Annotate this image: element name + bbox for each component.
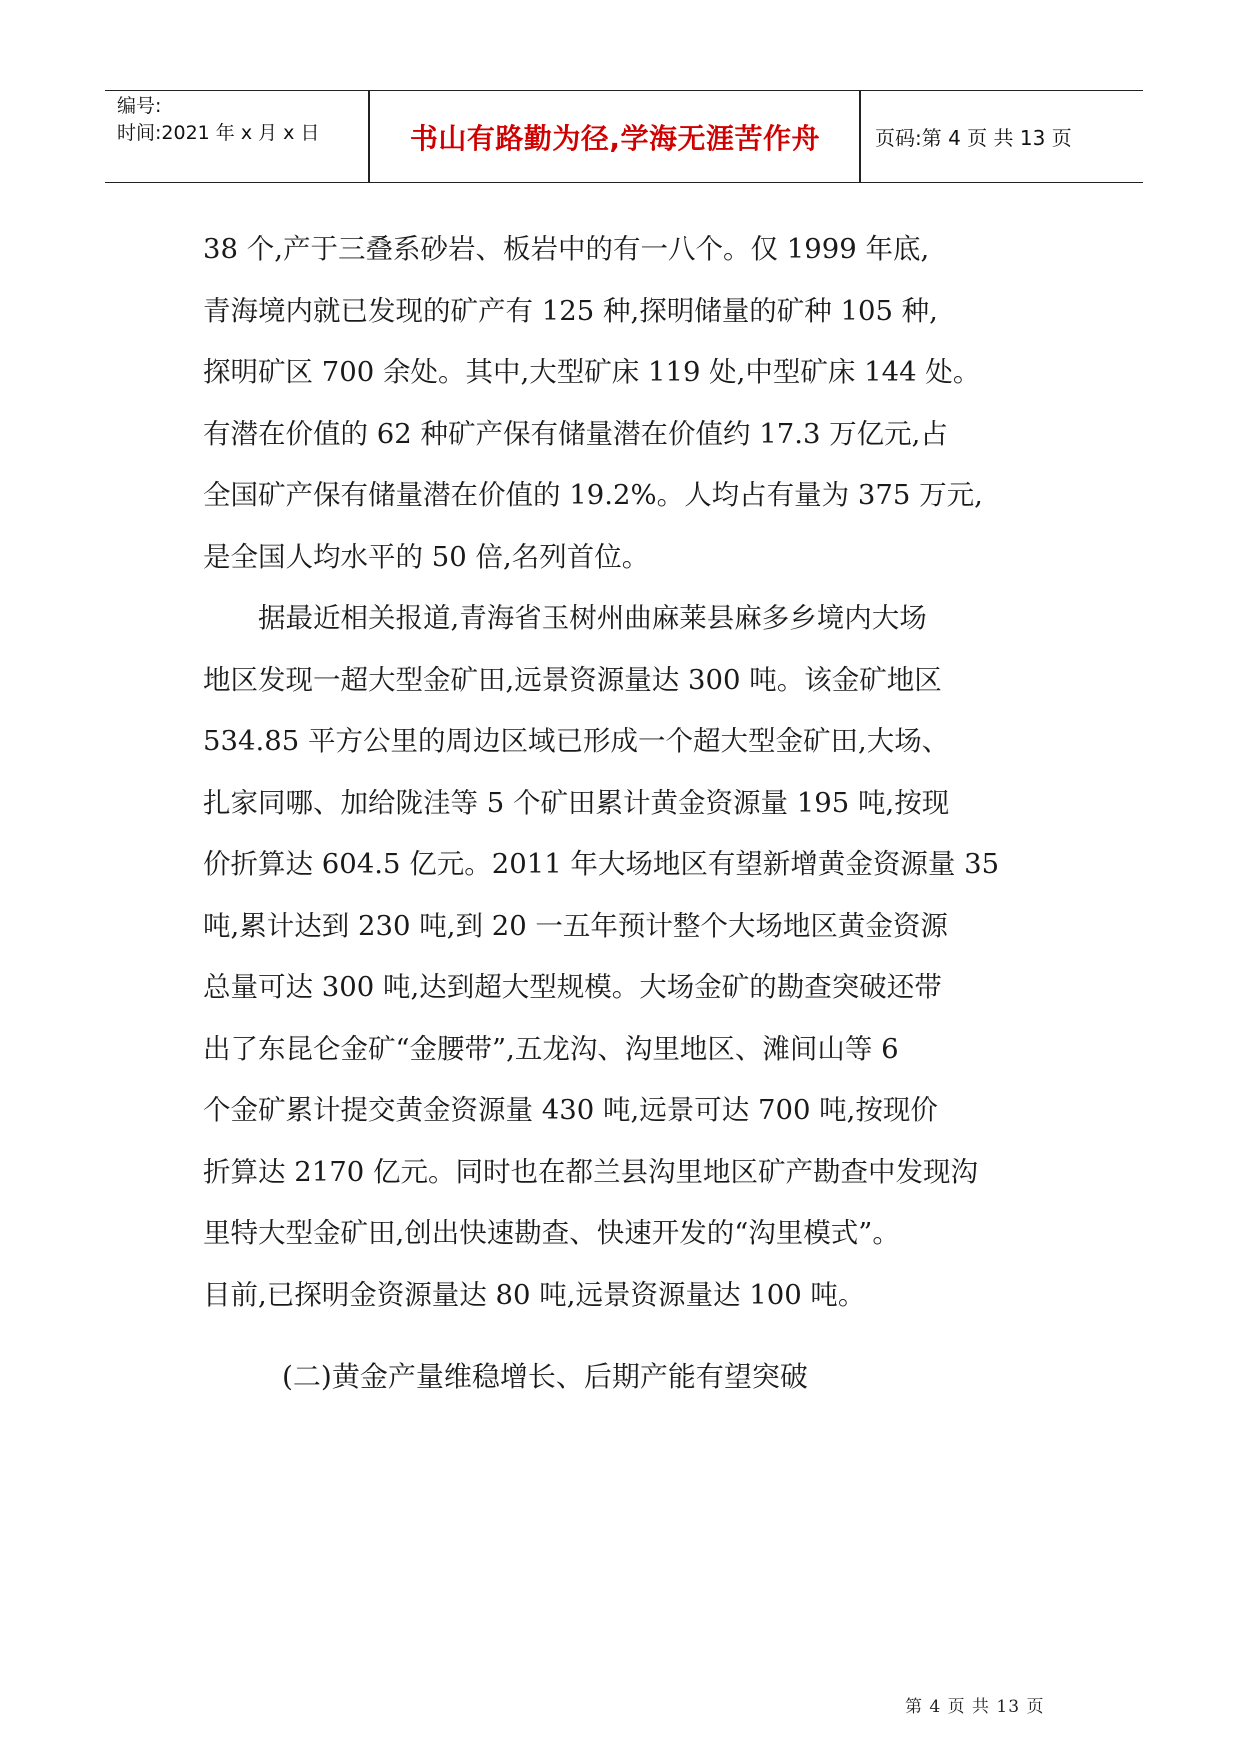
- paragraph-2: [203, 588, 1083, 1326]
- paragraph-line: 有潜在价值的 62 种矿产保有储量潜在价值约 17.3 万亿元,占: [203, 417, 948, 450]
- paragraph-line: 出了东昆仑金矿“金腰带”,五龙沟、沟里地区、滩间山等 6: [203, 1032, 899, 1065]
- paragraph-line: 地区发现一超大型金矿田,远景资源量达 300 吨。该金矿地区: [203, 663, 942, 696]
- paragraph-line: 目前,已探明金资源量达 80 吨,远景资源量达 100 吨。: [203, 1278, 866, 1311]
- paragraph-line: 青海境内就已发现的矿产有 125 种,探明储量的矿种 105 种,: [203, 294, 938, 327]
- paragraph-line: 价折算达 604.5 亿元。2011 年大场地区有望新增黄金资源量 35: [203, 848, 1000, 880]
- paragraph-line: 扎家同哪、加给陇洼等 5 个矿田累计黄金资源量 195 吨,按现: [203, 786, 950, 819]
- paragraph-line: 个金矿累计提交黄金资源量 430 吨,远景可达 700 吨,按现价: [203, 1094, 938, 1126]
- header-motto: 书山有路勤为径,学海无涯苦作舟: [409, 121, 821, 155]
- header-page-number: 页码:第 4 页 共 13 页: [875, 126, 1072, 150]
- document-time-label: 时间:2021 年 x 月 x 日: [117, 122, 320, 144]
- document-number-label: 编号:: [117, 95, 162, 117]
- footer-page-number: 第 4 页 共 13 页: [905, 1697, 1045, 1717]
- paragraph-line: 据最近相关报道,青海省玉树州曲麻莱县麻多乡境内大场: [258, 602, 927, 634]
- header-divider-right: [859, 91, 861, 182]
- paragraph-line: 534.85 平方公里的周边区域已形成一个超大型金矿田,大场、: [203, 725, 950, 757]
- paragraph-line: 38 个,产于三叠系砂岩、板岩中的有一八个。仅 1999 年底,: [203, 233, 930, 265]
- paragraph-line: 里特大型金矿田,创出快速勘查、快速开发的“沟里模式”。: [203, 1217, 900, 1249]
- paragraph-line: 折算达 2170 亿元。同时也在都兰县沟里地区矿产勘查中发现沟: [203, 1155, 978, 1188]
- header-divider-left: [368, 91, 370, 182]
- header-meta: [117, 91, 372, 182]
- page-header: [105, 90, 1143, 183]
- paragraph-line: 是全国人均水平的 50 倍,名列首位。: [203, 540, 650, 573]
- document-body: [203, 219, 1083, 1326]
- section-heading: (二)黄金产量维稳增长、后期产能有望突破: [282, 1360, 808, 1393]
- paragraph-line: 全国矿产保有储量潜在价值的 19.2%。人均占有量为 375 万元,: [203, 479, 983, 511]
- paragraph-1: [203, 219, 1083, 588]
- paragraph-line: 总量可达 300 吨,达到超大型规模。大场金矿的勘查突破还带: [203, 971, 942, 1003]
- paragraph-line: 吨,累计达到 230 吨,到 20 一五年预计整个大场地区黄金资源: [203, 909, 948, 942]
- paragraph-line: 探明矿区 700 余处。其中,大型矿床 119 处,中型矿床 144 处。: [203, 356, 981, 388]
